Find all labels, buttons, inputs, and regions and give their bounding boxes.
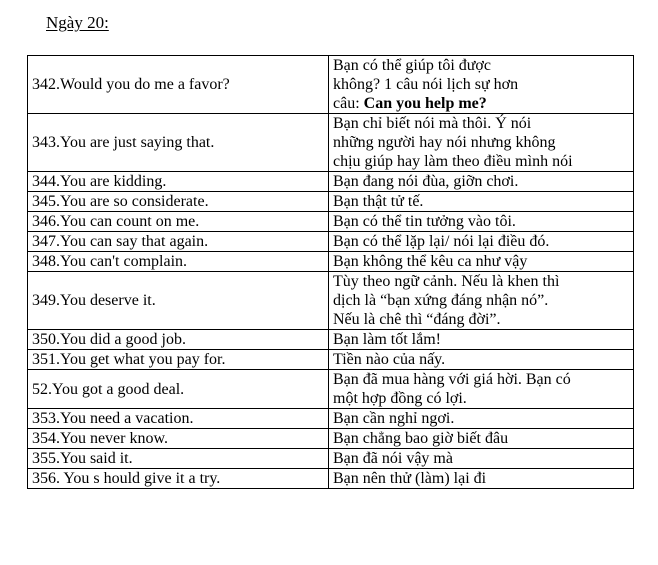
english-phrase: 345.You are so considerate.: [28, 192, 329, 212]
table-row: [28, 172, 634, 192]
english-phrase: 351.You get what you pay for.: [28, 350, 329, 370]
translation-line: dịch là “bạn xứng đáng nhận nó”.: [333, 292, 549, 309]
translation-line: Bạn đã mua hàng với giá hời. Bạn có: [333, 371, 571, 388]
english-phrase: 353.You need a vacation.: [28, 409, 329, 429]
translation-line: chịu giúp hay làm theo điều mình nói: [333, 153, 573, 170]
table-row: [28, 449, 634, 469]
table-row: [28, 192, 634, 212]
vietnamese-translation: Bạn đang nói đùa, giỡn chơi.: [329, 172, 634, 192]
table-row: [28, 409, 634, 429]
translation-prefix: câu:: [333, 95, 364, 112]
table-row: [28, 252, 634, 272]
english-phrase: 350.You did a good job.: [28, 330, 329, 350]
translation-line: một hợp đồng có lợi.: [333, 390, 467, 407]
translation-line: Tùy theo ngữ cảnh. Nếu là khen thì: [333, 273, 560, 290]
vietnamese-translation: Bạn cần nghỉ ngơi.: [329, 409, 634, 429]
english-phrase: 343.You are just saying that.: [28, 114, 329, 172]
english-phrase: 52.You got a good deal.: [28, 370, 329, 409]
vietnamese-translation: Bạn nên thử (làm) lại đi: [329, 469, 634, 489]
vietnamese-translation: Tiền nào của nấy.: [329, 350, 634, 370]
translation-line: Bạn chỉ biết nói mà thôi. Ý nói: [333, 115, 532, 132]
table-row: [28, 429, 634, 449]
table-row: [28, 232, 634, 252]
vietnamese-translation: Bạn thật tử tế.: [329, 192, 634, 212]
table-row: [28, 212, 634, 232]
translation-line: những người hay nói nhưng không: [333, 134, 556, 151]
english-phrase: 349.You deserve it.: [28, 272, 329, 330]
translation-line: Nếu là chê thì “đáng đời”.: [333, 311, 501, 328]
vietnamese-translation: Bạn không thể kêu ca như vậy: [329, 252, 634, 272]
table-row: [28, 370, 634, 409]
table-row: [28, 114, 634, 172]
english-phrase: 344.You are kidding.: [28, 172, 329, 192]
english-phrase: 355.You said it.: [28, 449, 329, 469]
english-phrase: 347.You can say that again.: [28, 232, 329, 252]
vietnamese-translation: [329, 56, 634, 114]
translation-line: không? 1 câu nói lịch sự hơn: [333, 76, 519, 93]
english-phrase: 354.You never know.: [28, 429, 329, 449]
table-row: [28, 469, 634, 489]
english-phrase: 346.You can count on me.: [28, 212, 329, 232]
translation-line: Bạn có thể giúp tôi được: [333, 57, 491, 74]
vietnamese-translation: Bạn có thể tin tưởng vào tôi.: [329, 212, 634, 232]
vietnamese-translation: [329, 370, 634, 409]
english-phrase: 342.Would you do me a favor?: [28, 56, 329, 114]
english-phrase: 348.You can't complain.: [28, 252, 329, 272]
english-phrase: 356. You s hould give it a try.: [28, 469, 329, 489]
vietnamese-translation: Bạn có thể lặp lại/ nói lại điều đó.: [329, 232, 634, 252]
vietnamese-translation: Bạn đã nói vậy mà: [329, 449, 634, 469]
table-row: [28, 272, 634, 330]
table-row: [28, 350, 634, 370]
translation-emphasis: Can you help me?: [363, 95, 487, 112]
page-heading: Ngày 20:: [46, 13, 109, 32]
vietnamese-translation: [329, 272, 634, 330]
vietnamese-translation: [329, 114, 634, 172]
table-row: [28, 330, 634, 350]
translation-line: [333, 94, 629, 113]
phrase-table: [27, 55, 634, 489]
table-row: [28, 56, 634, 114]
vietnamese-translation: Bạn làm tốt lắm!: [329, 330, 634, 350]
vietnamese-translation: Bạn chẳng bao giờ biết đâu: [329, 429, 634, 449]
